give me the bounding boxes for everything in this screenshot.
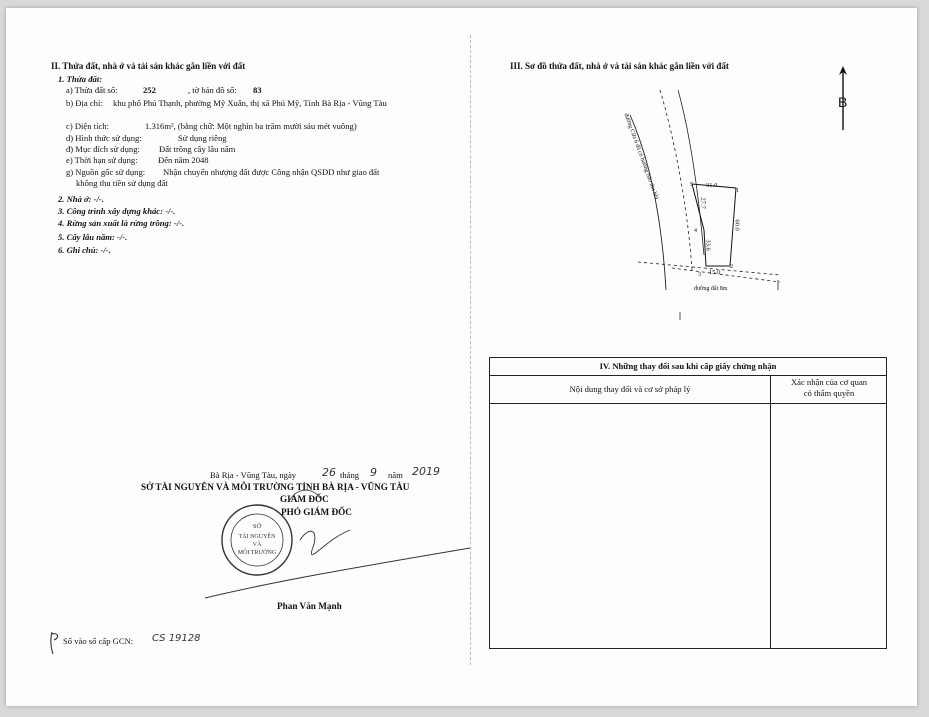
origin-line2: không thu tiền sử dụng đất [76,178,168,188]
origin-line1: Nhận chuyển nhượng đất được Công nhận QSDD như giao đất [163,167,380,177]
usage-form-value: Sử dụng riêng [178,133,227,143]
point-2: 2 [730,264,733,270]
perennial-item: 5. Cây lâu năm: -/-. [58,232,128,242]
map-label: , tờ bản đồ số: [188,85,237,95]
construction-item: 3. Công trình xây dựng khác: -/-. [58,206,176,216]
dim-right: 60.0 [733,219,741,231]
signer-title-deputy: PHÓ GIÁM ĐỐC [281,507,352,517]
column-header-confirmation [771,377,887,399]
month-label: tháng [340,470,360,480]
purpose-value: Đất trồng cây lâu năm [159,144,236,154]
north-label: B [838,94,848,110]
area-value: 1.316m², (bằng chữ: Một nghìn ba trăm mười sáu mét vuông) [145,121,357,131]
term-value: Đến năm 2048 [158,155,209,165]
map-number: 83 [253,85,262,95]
issuing-agency: SỞ TÀI NGUYÊN VÀ MÔI TRƯỜNG TỈNH BÀ RỊA - VŨNG TÀU [141,482,410,492]
origin-label: g) Nguồn gốc sử dụng: [66,167,146,177]
point-3: 3 [698,272,701,278]
section-ii-title: II. Thửa đất, nhà ở và tài sản khác gắn liền với đất [51,61,246,71]
land-heading: 1. Thửa đất: [58,74,103,84]
address-label: b) Địa chỉ: [66,98,103,108]
parcel-number: 252 [143,85,156,95]
column-header-content: Nội dung thay đổi và cơ sở pháp lý [569,384,691,394]
date-month: 9 [370,466,377,479]
house-item: 2. Nhà ở: -/-. [58,194,104,204]
point-4: 4 [694,228,697,234]
section-iii-title: III. Sơ đồ thửa đất, nhà ở và tài sản khác gắn liền với đất [510,61,729,71]
changes-table-title: IV. Những thay đổi sau khi cấp giấy chứng nhận [490,358,886,376]
column-header-confirmation-line2: có thẩm quyền [803,388,855,398]
year-label: năm [388,470,403,480]
table-column-divider [770,375,771,648]
term-label: e) Thời hạn sử dụng: [66,155,138,165]
purpose-label: đ) Mục đích sử dụng: [66,144,140,154]
svg-text:VÀ: VÀ [252,542,262,548]
date-year: 2019 [412,465,440,478]
dim-left-upper: 27.7 [699,197,707,209]
usage-form-label: d) Hình thức sử dụng: [66,133,142,143]
registration-label: Số vào sổ cấp GCN: [63,636,134,646]
forest-item: 4. Rừng sản xuất là rừng trồng: -/-. [58,218,185,228]
note-item: 6. Ghi chú: -/-. [58,245,111,255]
place-date-prefix: Bà Rịa - Vũng Tàu, ngày [210,470,297,480]
road-label-top: đường Cửa 6 đã có hướng bảo thu hồi [622,112,660,201]
signature-strokes [200,466,480,605]
area-label: c) Diện tích: [66,121,109,131]
parcel-label: a) Thửa đất số: [66,85,118,95]
signer-name: Phan Văn Mạnh [277,601,342,611]
date-day: 26 [322,466,336,479]
address-value: khu phố Phú Thạnh, phường Mỹ Xuân, thị xã Phú Mỹ, Tỉnh Bà Rịa - Vũng Tàu [113,98,387,108]
point-1: 1 [736,188,739,194]
signer-title-director: GIÁM ĐỐC [280,494,329,504]
dim-top: 31.0 [706,182,718,189]
svg-text:TÀI NGUYÊN: TÀI NGUYÊN [238,534,276,540]
point-5: 5 [690,182,693,188]
svg-text:SỞ: SỞ [252,523,262,530]
registration-number: CS 19128 [152,633,201,644]
handwritten-mark [48,630,64,656]
road-label-bottom: đường đất 8m [694,286,728,292]
dim-bottom: 15.0 [709,269,721,276]
column-header-confirmation-line1: Xác nhận của cơ quan [790,377,868,387]
svg-text:MÔI TRƯỜNG: MÔI TRƯỜNG [237,550,277,556]
changes-table [489,357,887,649]
dim-left-lower: 33.6 [704,239,712,251]
